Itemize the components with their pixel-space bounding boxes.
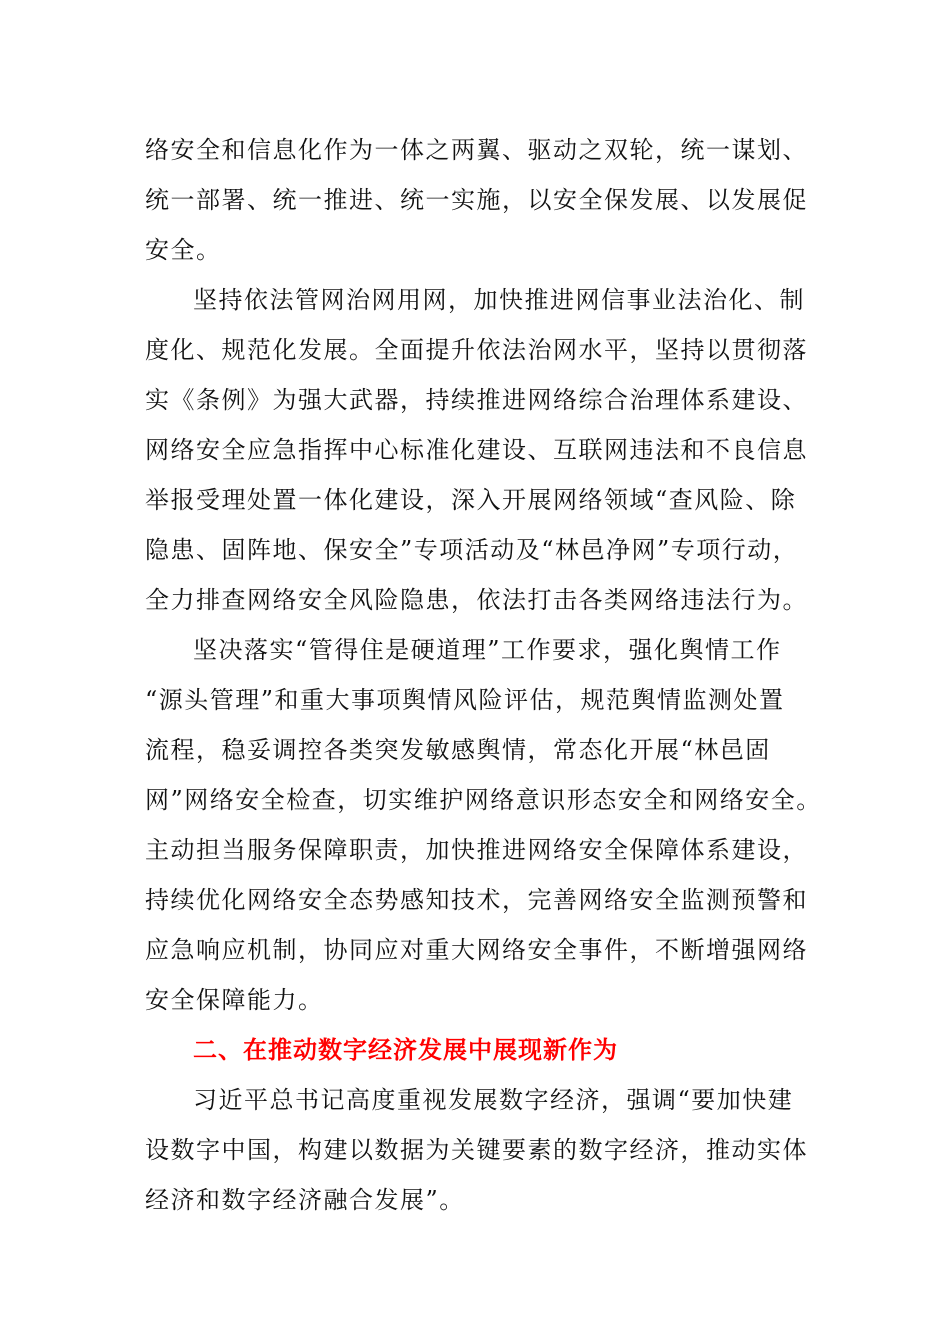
paragraph-line: 度化、规范化发展。全面提升依法治网水平，坚持以贯彻落 [145,336,808,364]
paragraph-line: 持续优化网络安全态势感知技术，完善网络安全监测预警和 [145,886,808,914]
section-heading: 二、在推动数字经济发展中展现新作为 [193,1036,618,1064]
paragraph-line: 网络安全应急指挥中心标准化建设、互联网违法和不良信息 [145,436,808,464]
paragraph-line: 坚持依法管网治网用网，加快推进网信事业法治化、制 [193,286,805,314]
paragraph-line: 全力排查网络安全风险隐患，依法打击各类网络违法行为。 [145,586,808,614]
paragraph-line: 坚决落实“管得住是硬道理”工作要求，强化舆情工作 [193,636,782,664]
paragraph-line: 流程，稳妥调控各类突发敏感舆情，常态化开展“林邑固 [145,736,771,764]
paragraph-line: 应急响应机制，协同应对重大网络安全事件，不断增强网络 [145,936,808,964]
paragraph-line: 安全保障能力。 [145,986,324,1014]
paragraph-line: 举报受理处置一体化建设，深入开展网络领域“查风险、除 [145,486,797,514]
paragraph-line: 经济和数字经济融合发展”。 [145,1186,465,1214]
paragraph-line: 隐患、固阵地、保安全”专项活动及“林邑净网”专项行动， [145,536,799,564]
paragraph-line: 络安全和信息化作为一体之两翼、驱动之双轮，统一谋划、 [145,136,808,164]
paragraph-line: “源头管理”和重大事项舆情风险评估，规范舆情监测处置 [145,686,785,714]
paragraph-line: 主动担当服务保障职责，加快推进网络安全保障体系建设， [145,836,808,864]
paragraph-line: 设数字中国，构建以数据为关键要素的数字经济，推动实体 [145,1136,808,1164]
paragraph-line: 网”网络安全检查，切实维护网络意识形态安全和网络安全。 [145,786,822,814]
paragraph-line: 统一部署、统一推进、统一实施，以安全保发展、以发展促 [145,186,808,214]
paragraph-line: 安全。 [145,236,222,264]
paragraph-line: 实《条例》为强大武器，持续推进网络综合治理体系建设、 [145,386,808,414]
paragraph-line: 习近平总书记高度重视发展数字经济，强调“要加快建 [193,1086,794,1114]
